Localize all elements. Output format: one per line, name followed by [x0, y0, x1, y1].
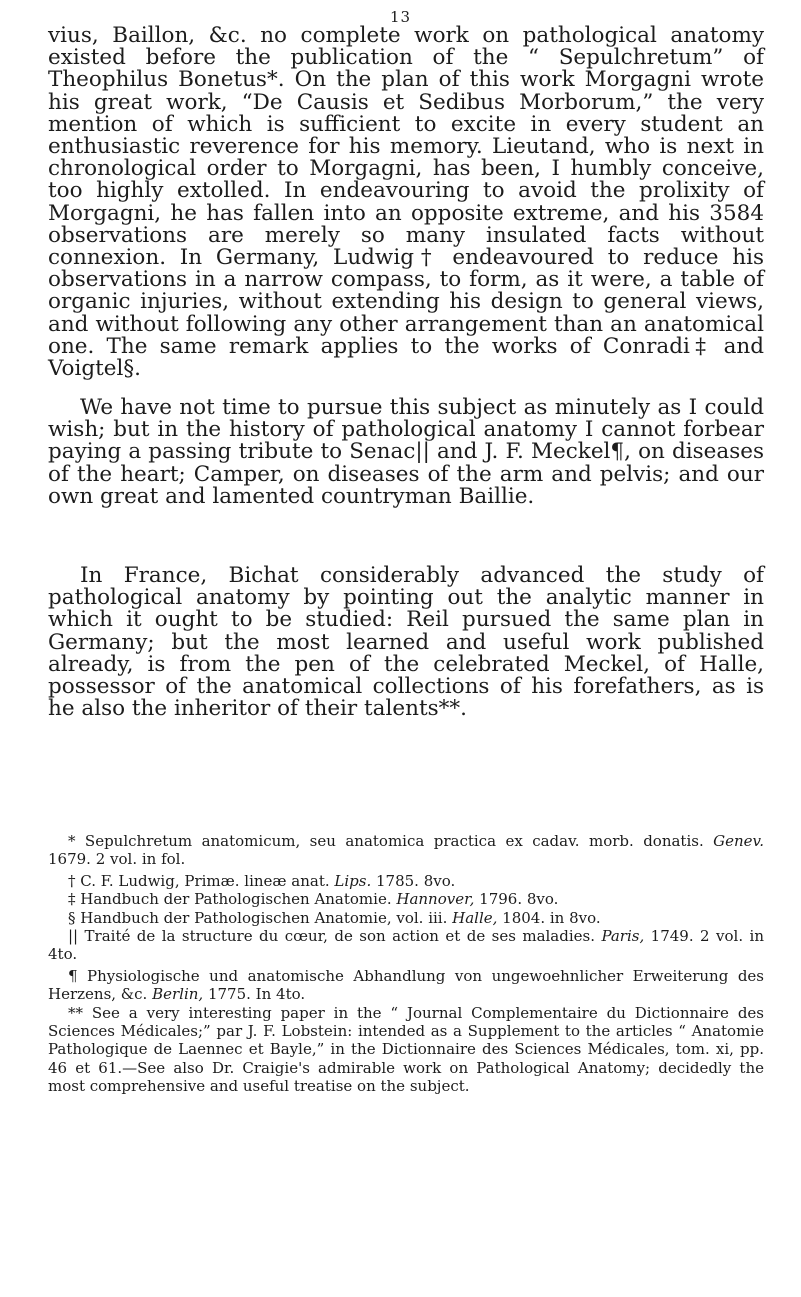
footnote-place: Hannover,	[396, 890, 475, 909]
page-number: 13	[389, 8, 412, 26]
body-paragraph: In France, Bichat considerably advanced the study of pathological anatomy by pointing out the analytic manner in which it ought to be studied: Reil pursued the same plan in Germany; but the most learned and useful work published already, is from the pen of the celebrated Meckel, of Halle, possessor of the anatomical collections of his forefathers, as is he also the inheritor of their talents**.	[48, 563, 764, 722]
footnote-place: Halle,	[452, 908, 498, 927]
footnote	[48, 872, 764, 890]
footnote-text: * Sepulchretum anatomicum, seu anatomica practica ex cadav. morb. donatis.	[68, 832, 714, 850]
footnote-text: 1679. 2 vol. in fol.	[48, 850, 186, 869]
footnote-text: 1749. 2 vol. in 4to.	[48, 927, 764, 964]
footnote-place: Berlin,	[152, 985, 204, 1004]
footnote-text: ‡ Handbuch der Pathologischen Anatomie.	[68, 890, 397, 909]
body-paragraph: vius, Baillon, &c. no complete work on pathological anatomy existed before the publication of the “ Sepulchretum” of Theophilus Bonetus*. On the plan of this work Morgagni wrote his great work, “De Causis et Sedibus Morborum,” the very mention of which is sufficient to excite in every student an enthusiastic reverence for his memory. Lieutand, who is next in chronological order to Morgagni, has been, I humbly conceive, too highly extolled. In endeavouring to avoid the prolixity of Morgagni, he has fallen into an opposite extreme, and his 3584 observations are merely so many insulated facts without connexion. In Germany, Ludwig† endeavoured to reduce his observations in a narrow compass, to form, as it were, a table of organic injuries, without extending his design to general views, and without following any other arrangement than an anatomical one. The same remark applies to the works of Conradi‡ and Voigtel§.	[48, 23, 764, 382]
body-paragraph-2-block	[48, 397, 764, 508]
footnote	[48, 832, 764, 869]
footnote-place: Lips.	[334, 871, 372, 890]
footnote	[48, 890, 764, 908]
footnote-text: ¶ Physiologische und anatomische Abhandlung von ungewoehnlicher Erweiterung des Herzens, &c.	[48, 966, 764, 1004]
footnote-text: 1804. in 8vo.	[497, 908, 601, 927]
footnote-text: † C. F. Ludwig, Primæ. lineæ anat.	[68, 871, 335, 890]
footnote	[48, 1004, 764, 1096]
footnote	[48, 927, 764, 964]
body-paragraph-1-block	[48, 25, 764, 380]
footnote-text: 1785. 8vo.	[371, 871, 456, 890]
footnote-place: Paris,	[601, 927, 645, 946]
body-paragraph-3-block	[48, 565, 764, 720]
footnote-text: || Traité de la structure du cœur, de son action et de ses maladies.	[68, 927, 602, 946]
footnotes	[48, 832, 764, 1096]
footnote-text: 1796. 8vo.	[474, 890, 559, 909]
body-paragraph: We have not time to pursue this subject as minutely as I could wish; but in the history of pathological anatomy I cannot forbear paying a passing tribute to Senac|| and J. F. Meckel¶, on diseases of the heart; Camper, on diseases of the arm and pelvis; and our own great and lamented countryman Baillie.	[48, 395, 764, 509]
footnote	[48, 967, 764, 1004]
footnote-text: § Handbuch der Pathologischen Anatomie, vol. iii.	[68, 908, 453, 927]
footnote-text: 1775. In 4to.	[203, 985, 306, 1004]
footnote-place: Genev.	[713, 832, 764, 850]
footnote-text: ** See a very interesting paper in the “ Journal Complementaire du Dictionnaire des Sciences Médicales;” par J. F. Lobstein: intended as a Supplement to the articles “ Anatomie Pathologique de Laennec et Bayle,” in the Dictionnaire des Sciences Médicales, tom. xi, pp. 46 et 61.—See also Dr. Craigie's admirable work on Pathological Anatomy; decidedly the most comprehensive and useful treatise on the subject.	[48, 1003, 764, 1096]
footnote	[48, 909, 764, 927]
